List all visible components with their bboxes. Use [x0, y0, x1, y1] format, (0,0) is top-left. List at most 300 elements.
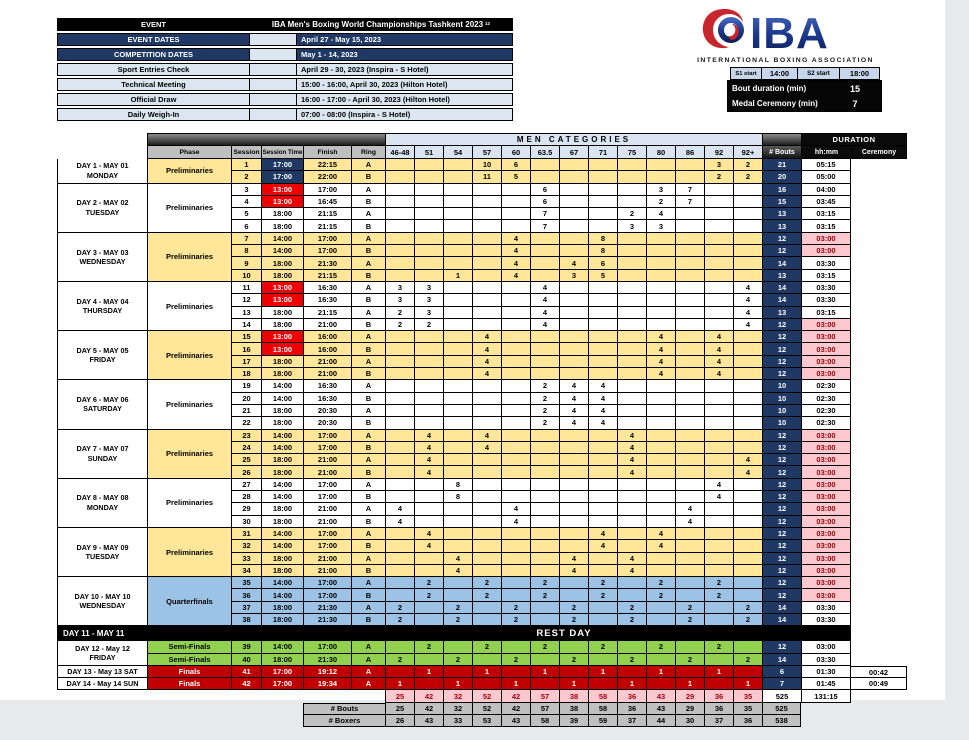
category-bouts-cell	[617, 479, 646, 491]
finish-time-cell: 16:30	[303, 282, 351, 294]
category-bouts-cell	[617, 528, 646, 540]
session-number-cell: 33	[231, 553, 261, 565]
session-row	[231, 233, 907, 245]
bouts-total-cell: 57	[530, 703, 559, 715]
category-bouts-cell	[501, 380, 530, 392]
ring-cell: A	[351, 430, 385, 442]
session-number-cell: 10	[231, 270, 261, 282]
session-time-cell: 17:00	[261, 666, 303, 678]
day-cell	[57, 479, 147, 528]
day-cell	[57, 430, 147, 479]
phase-cell: Semi-Finals	[147, 641, 231, 653]
session-time-cell: 13:00	[261, 343, 303, 355]
session-number-cell: 26	[231, 466, 261, 478]
total-bouts-cell: 525	[762, 690, 801, 702]
category-bouts-cell	[646, 405, 675, 417]
category-bouts-cell	[472, 602, 501, 614]
category-bouts-cell: 2	[733, 614, 762, 626]
category-bouts-cell	[617, 159, 646, 171]
category-bouts-cell	[675, 577, 704, 589]
rest-day-label: DAY 11 - MAY 11	[63, 628, 125, 638]
category-bouts-cell	[617, 196, 646, 208]
ceremony-duration-cell	[851, 454, 907, 466]
session-row	[231, 393, 907, 405]
session-number-cell: 24	[231, 442, 261, 454]
category-bouts-cell	[733, 577, 762, 589]
session-duration-cell: 05:00	[801, 171, 851, 183]
day-block	[57, 641, 907, 666]
category-bouts-cell	[385, 589, 414, 601]
event-row-label: EVENT DATES	[57, 33, 250, 46]
category-bouts-cell: 4	[559, 417, 588, 429]
category-bouts-cell	[559, 184, 588, 196]
day-block	[57, 331, 907, 380]
category-bouts-cell	[472, 208, 501, 220]
s2-start-label: S2 start	[798, 67, 840, 80]
session-time-cell: 13:00	[261, 282, 303, 294]
session-row	[231, 368, 907, 380]
category-bouts-cell	[646, 654, 675, 666]
session-duration-cell: 03:15	[801, 307, 851, 319]
ring-cell: A	[351, 356, 385, 368]
category-bouts-cell: 2	[385, 602, 414, 614]
event-info-row	[57, 48, 513, 61]
finish-time-cell: 21:15	[303, 208, 351, 220]
s1-start-value: 14:00	[762, 67, 798, 80]
session-bouts-cell: 13	[762, 208, 801, 220]
ceremony-duration-cell	[851, 503, 907, 515]
session-time-cell: 13:00	[261, 196, 303, 208]
category-bouts-cell	[675, 257, 704, 269]
session-number-cell: 17	[231, 356, 261, 368]
category-bouts-cell	[704, 319, 733, 331]
category-total-cell: 36	[617, 690, 646, 702]
phase-cell: Preliminaries	[147, 380, 231, 429]
category-bouts-cell: 4	[733, 307, 762, 319]
category-bouts-cell	[733, 589, 762, 601]
event-row-label: Technical Meeting	[57, 78, 250, 91]
ring-cell: B	[351, 466, 385, 478]
category-bouts-cell	[733, 257, 762, 269]
session-duration-cell: 01:45	[801, 678, 851, 690]
category-bouts-cell: 3	[559, 270, 588, 282]
category-bouts-cell	[414, 220, 443, 232]
category-bouts-cell: 2	[443, 614, 472, 626]
finish-time-cell: 20:30	[303, 417, 351, 429]
category-bouts-cell	[385, 666, 414, 678]
session-row	[231, 540, 907, 552]
category-bouts-cell	[675, 368, 704, 380]
totals-row-spacer	[57, 703, 303, 715]
session-time-cell: 18:00	[261, 466, 303, 478]
ceremony-duration-cell	[851, 233, 907, 245]
finish-time-cell: 21:00	[303, 319, 351, 331]
category-bouts-cell	[501, 220, 530, 232]
category-bouts-cell	[704, 466, 733, 478]
category-bouts-cell	[559, 641, 588, 653]
ring-cell: A	[351, 503, 385, 515]
category-bouts-cell	[443, 307, 472, 319]
category-bouts-cell	[443, 380, 472, 392]
day-block	[57, 159, 907, 184]
category-bouts-cell	[559, 528, 588, 540]
category-bouts-cell	[472, 380, 501, 392]
category-bouts-cell	[733, 540, 762, 552]
session-duration-cell: 03:00	[801, 516, 851, 528]
category-bouts-cell	[733, 417, 762, 429]
category-bouts-cell	[588, 343, 617, 355]
ring-cell: B	[351, 368, 385, 380]
category-bouts-cell	[385, 577, 414, 589]
day-label: DAY 2 - MAY 02	[76, 198, 129, 208]
category-bouts-cell	[530, 528, 559, 540]
category-bouts-cell	[443, 503, 472, 515]
ceremony-duration-cell	[851, 540, 907, 552]
category-bouts-cell: 6	[530, 196, 559, 208]
ceremony-column-header: Ceremony	[851, 146, 907, 159]
ceremony-duration-cell	[851, 589, 907, 601]
category-bouts-cell	[385, 171, 414, 183]
category-bouts-cell	[704, 654, 733, 666]
day-label: DAY 7 - MAY 07	[76, 444, 129, 454]
day-session-rows	[231, 184, 907, 233]
day-label: DAY 8 - MAY 08	[76, 493, 129, 503]
session-column-header: Session	[231, 146, 261, 159]
session-number-cell: 22	[231, 417, 261, 429]
session-time-cell: 17:00	[261, 159, 303, 171]
session-bouts-cell: 12	[762, 233, 801, 245]
category-bouts-cell	[733, 245, 762, 257]
session-bouts-cell: 15	[762, 196, 801, 208]
ceremony-duration-cell	[851, 171, 907, 183]
session-number-cell: 29	[231, 503, 261, 515]
session-row	[231, 270, 907, 282]
category-bouts-cell: 4	[646, 208, 675, 220]
category-bouts-cell: 2	[472, 641, 501, 653]
session-bouts-cell: 20	[762, 171, 801, 183]
header-band-row	[57, 133, 907, 146]
category-bouts-cell: 2	[646, 589, 675, 601]
category-bouts-cell	[675, 405, 704, 417]
category-bouts-cell	[443, 257, 472, 269]
category-bouts-cell	[385, 430, 414, 442]
category-bouts-cell: 2	[443, 654, 472, 666]
category-bouts-cell	[646, 454, 675, 466]
category-header: 92+	[733, 146, 762, 159]
category-bouts-cell	[472, 417, 501, 429]
category-bouts-cell	[675, 343, 704, 355]
session-row	[231, 319, 907, 331]
category-bouts-cell	[646, 171, 675, 183]
session-bouts-cell: 12	[762, 331, 801, 343]
category-bouts-cell	[414, 678, 443, 690]
category-bouts-cell: 4	[617, 442, 646, 454]
phase-cell: Finals	[147, 666, 231, 678]
ceremony-duration-cell	[851, 614, 907, 626]
session-bouts-cell: 14	[762, 257, 801, 269]
day-block	[57, 380, 907, 429]
category-bouts-cell	[733, 368, 762, 380]
category-bouts-cell	[501, 405, 530, 417]
category-bouts-cell	[675, 208, 704, 220]
session-row	[231, 208, 907, 220]
session-row	[231, 184, 907, 196]
category-bouts-cell: 2	[530, 577, 559, 589]
finish-time-cell: 17:00	[303, 430, 351, 442]
category-bouts-cell	[675, 270, 704, 282]
day-cell	[57, 641, 147, 666]
session-time-cell: 14:00	[261, 577, 303, 589]
session-bouts-cell: 12	[762, 641, 801, 653]
category-bouts-cell	[646, 678, 675, 690]
day-cell	[57, 666, 147, 678]
category-bouts-cell	[646, 503, 675, 515]
category-bouts-cell	[646, 466, 675, 478]
day-label: DAY 1 - MAY 01	[76, 161, 129, 171]
category-bouts-cell	[704, 220, 733, 232]
category-bouts-cell: 2	[530, 380, 559, 392]
session-time-cell: 18:00	[261, 208, 303, 220]
totals-row-spacer	[57, 690, 385, 702]
category-bouts-cell: 3	[385, 294, 414, 306]
category-bouts-cell	[472, 614, 501, 626]
session-bouts-cell: 12	[762, 319, 801, 331]
category-bouts-cell	[385, 417, 414, 429]
category-bouts-cell	[530, 368, 559, 380]
day-session-rows	[231, 282, 907, 331]
category-bouts-cell	[443, 528, 472, 540]
bouts-total-cell: 58	[588, 703, 617, 715]
category-bouts-cell	[443, 319, 472, 331]
total-duration-cell: 131:15	[801, 690, 851, 702]
category-bouts-cell	[559, 442, 588, 454]
session-duration-cell: 03:00	[801, 442, 851, 454]
category-bouts-cell: 4	[472, 356, 501, 368]
session-bouts-cell: 14	[762, 282, 801, 294]
session-bouts-cell: 10	[762, 380, 801, 392]
session-bouts-cell: 14	[762, 294, 801, 306]
category-bouts-cell	[443, 430, 472, 442]
ceremony-duration-cell	[851, 257, 907, 269]
phase-cell: Finals	[147, 678, 231, 690]
category-bouts-cell	[414, 368, 443, 380]
category-bouts-cell	[588, 516, 617, 528]
session-bouts-cell: 12	[762, 516, 801, 528]
category-bouts-cell: 4	[501, 270, 530, 282]
category-bouts-cell	[588, 565, 617, 577]
day-block	[57, 577, 907, 626]
session-time-cell: 18:00	[261, 368, 303, 380]
category-bouts-cell	[385, 540, 414, 552]
category-bouts-cell	[501, 589, 530, 601]
category-bouts-cell	[617, 405, 646, 417]
category-bouts-cell	[385, 380, 414, 392]
category-bouts-cell	[617, 393, 646, 405]
category-bouts-cell	[646, 442, 675, 454]
session-duration-cell: 03:30	[801, 257, 851, 269]
category-bouts-cell: 3	[414, 307, 443, 319]
session-duration-cell: 03:00	[801, 528, 851, 540]
category-bouts-cell	[646, 516, 675, 528]
ring-cell: B	[351, 589, 385, 601]
category-bouts-cell	[617, 503, 646, 515]
category-bouts-cell: 2	[675, 602, 704, 614]
category-bouts-cell	[646, 417, 675, 429]
category-bouts-cell	[675, 565, 704, 577]
category-bouts-cell	[530, 442, 559, 454]
ceremony-duration-cell	[851, 602, 907, 614]
session-bouts-cell: 12	[762, 540, 801, 552]
category-bouts-cell	[501, 466, 530, 478]
category-bouts-cell	[588, 220, 617, 232]
session-number-cell: 27	[231, 479, 261, 491]
finish-time-cell: 21:30	[303, 257, 351, 269]
session-time-cell: 18:00	[261, 356, 303, 368]
session-number-cell: 35	[231, 577, 261, 589]
category-bouts-cell	[414, 331, 443, 343]
category-bouts-cell	[646, 565, 675, 577]
session-duration-cell: 02:30	[801, 405, 851, 417]
ring-cell: B	[351, 417, 385, 429]
finish-time-cell: 17:00	[303, 540, 351, 552]
category-bouts-cell	[443, 641, 472, 653]
category-bouts-cell: 11	[472, 171, 501, 183]
session-duration-cell: 03:00	[801, 356, 851, 368]
category-bouts-cell	[588, 368, 617, 380]
category-bouts-cell: 4	[704, 491, 733, 503]
category-total-cell: 32	[443, 690, 472, 702]
session-duration-cell: 03:30	[801, 294, 851, 306]
session-duration-cell: 03:00	[801, 466, 851, 478]
category-bouts-cell	[530, 678, 559, 690]
session-bouts-cell: 12	[762, 491, 801, 503]
category-bouts-cell: 2	[530, 641, 559, 653]
event-row-spacer	[250, 78, 297, 91]
category-bouts-cell: 1	[530, 666, 559, 678]
men-categories-header: MEN CATEGORIES	[385, 133, 762, 146]
finish-time-cell: 21:00	[303, 454, 351, 466]
day-block	[57, 678, 907, 690]
category-total-cell: 29	[675, 690, 704, 702]
ring-cell: A	[351, 380, 385, 392]
hhmm-column-header: hh:mm	[801, 146, 851, 159]
category-bouts-cell: 4	[530, 282, 559, 294]
category-bouts-cell	[501, 641, 530, 653]
ceremony-duration-cell	[851, 430, 907, 442]
event-row-value: April 27 - May 15, 2023	[297, 33, 513, 46]
category-total-cell: 42	[501, 690, 530, 702]
category-bouts-cell	[704, 196, 733, 208]
category-bouts-cell	[704, 602, 733, 614]
category-totals-row	[57, 690, 907, 702]
finish-time-cell: 21:00	[303, 356, 351, 368]
category-bouts-cell	[733, 565, 762, 577]
event-row-spacer	[250, 63, 297, 76]
category-bouts-cell: 7	[530, 208, 559, 220]
category-bouts-cell	[472, 553, 501, 565]
category-bouts-cell	[559, 220, 588, 232]
session-duration-cell: 03:00	[801, 565, 851, 577]
session-time-cell: 18:00	[261, 319, 303, 331]
event-row-spacer	[250, 33, 297, 46]
session-time-cell: 14:00	[261, 641, 303, 653]
ceremony-duration-cell	[851, 654, 907, 666]
category-bouts-cell	[385, 553, 414, 565]
category-bouts-cell: 4	[704, 343, 733, 355]
category-bouts-cell: 4	[617, 454, 646, 466]
category-bouts-cell	[501, 491, 530, 503]
category-header: 46-48	[385, 146, 414, 159]
finish-time-cell: 21:15	[303, 270, 351, 282]
category-bouts-cell	[646, 294, 675, 306]
category-bouts-cell	[646, 479, 675, 491]
category-bouts-cell: 3	[414, 282, 443, 294]
session-duration-cell: 03:00	[801, 540, 851, 552]
medal-ceremony-label: Medal Ceremony (min)	[732, 99, 818, 108]
session-row	[231, 503, 907, 515]
day-sublabel: SUNDAY	[87, 453, 118, 463]
category-bouts-cell	[530, 270, 559, 282]
session-number-cell: 21	[231, 405, 261, 417]
session-number-cell: 4	[231, 196, 261, 208]
category-bouts-cell: 2	[704, 641, 733, 653]
category-bouts-cell: 2	[414, 641, 443, 653]
ceremony-duration-cell	[851, 417, 907, 429]
session-bouts-cell: 13	[762, 307, 801, 319]
ring-column-header: Ring	[351, 146, 385, 159]
bouts-top-bar	[762, 133, 801, 146]
category-bouts-cell: 4	[588, 528, 617, 540]
category-bouts-cell	[501, 208, 530, 220]
session-row	[147, 666, 907, 678]
boxers-total-cell: 33	[443, 715, 472, 727]
category-bouts-cell	[733, 343, 762, 355]
category-bouts-cell	[588, 503, 617, 515]
ring-cell: A	[351, 233, 385, 245]
day-cell	[57, 159, 147, 184]
finish-time-cell: 17:00	[303, 589, 351, 601]
day-cell	[57, 184, 147, 233]
session-bouts-cell: 10	[762, 405, 801, 417]
day-cell	[57, 233, 147, 282]
session-time-cell: 18:00	[261, 614, 303, 626]
category-bouts-cell: 4	[414, 430, 443, 442]
category-bouts-cell	[385, 442, 414, 454]
category-bouts-cell	[414, 565, 443, 577]
category-bouts-cell	[414, 491, 443, 503]
category-bouts-cell: 4	[588, 405, 617, 417]
event-row-label: COMPETITION DATES	[57, 48, 250, 61]
session-row	[231, 245, 907, 257]
category-bouts-cell	[443, 220, 472, 232]
ring-cell: A	[351, 553, 385, 565]
category-bouts-cell: 2	[414, 319, 443, 331]
category-bouts-cell	[472, 678, 501, 690]
finish-time-cell: 21:00	[303, 466, 351, 478]
category-bouts-cell	[617, 589, 646, 601]
session-time-cell: 14:00	[261, 245, 303, 257]
category-bouts-cell	[385, 343, 414, 355]
category-bouts-cell: 2	[385, 307, 414, 319]
category-bouts-cell	[559, 666, 588, 678]
category-bouts-cell	[704, 307, 733, 319]
bouts-total-cell: 35	[733, 703, 762, 715]
category-bouts-cell: 4	[530, 307, 559, 319]
category-bouts-cell	[559, 196, 588, 208]
category-bouts-cell	[414, 245, 443, 257]
session-number-cell: 1	[231, 159, 261, 171]
category-bouts-cell	[675, 294, 704, 306]
